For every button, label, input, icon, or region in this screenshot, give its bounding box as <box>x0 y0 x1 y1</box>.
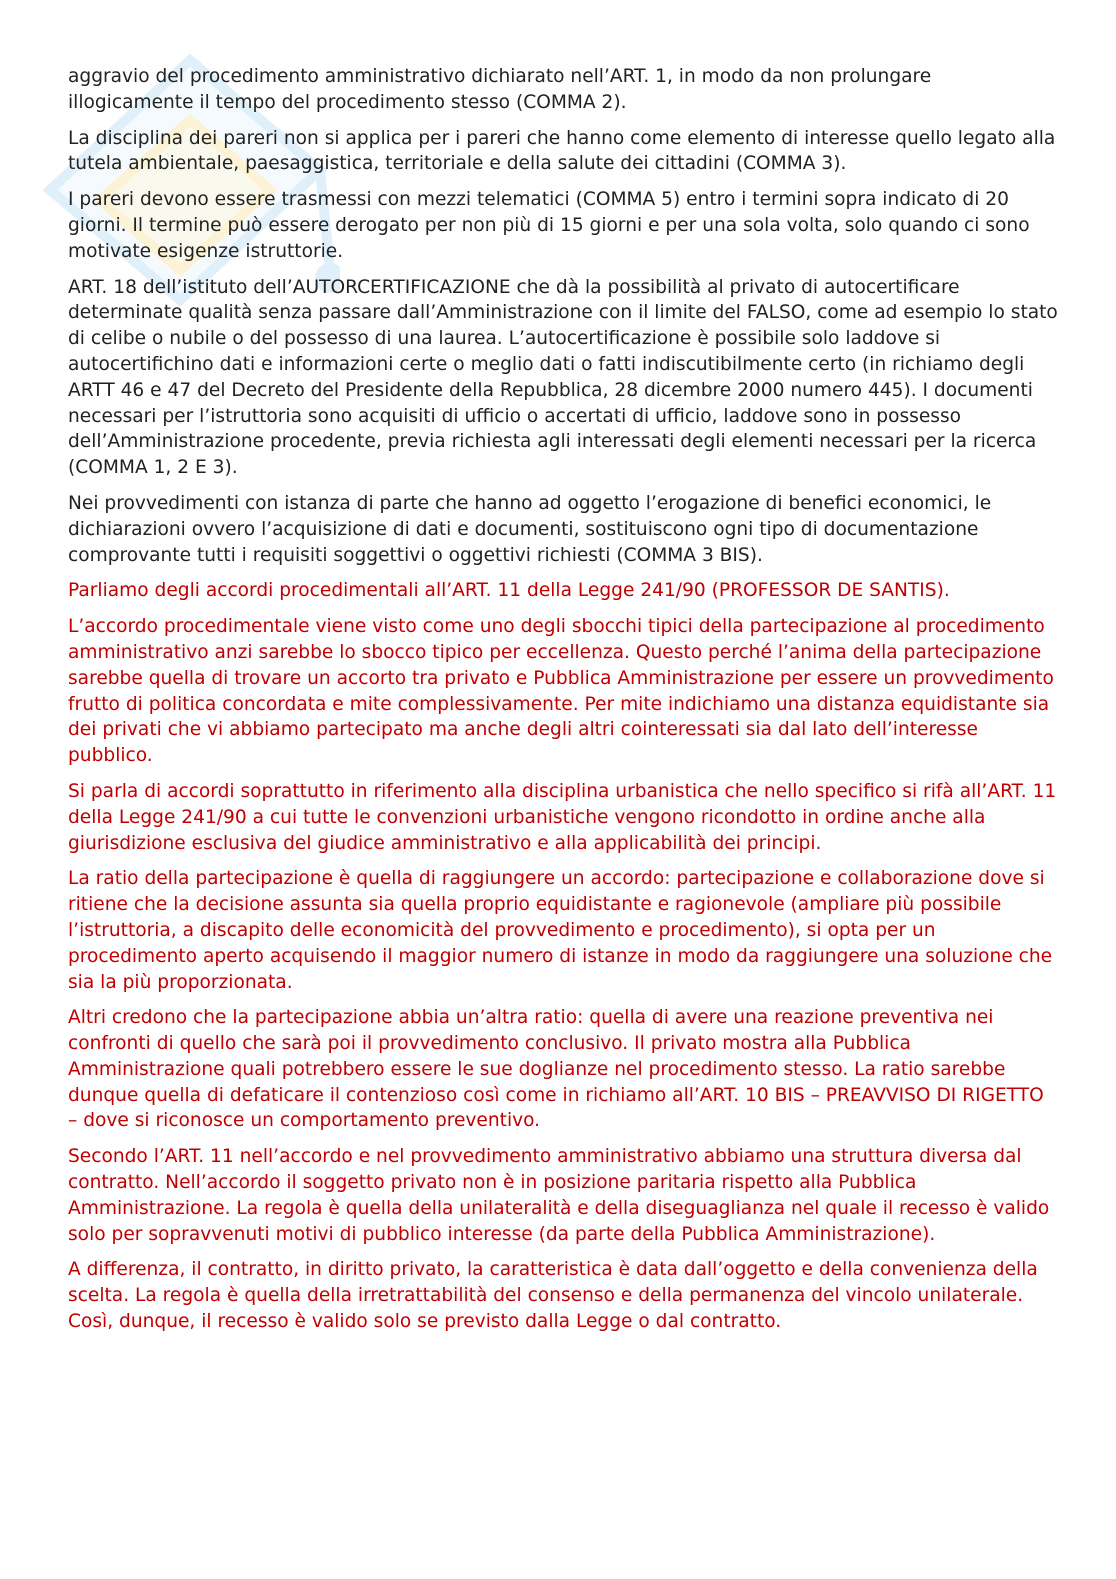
paragraph-7: L’accordo procedimentale viene visto come uno degli sbocchi tipici della partecipazione al procedimento amministrativo anzi sarebbe lo sbocco tipico per eccellenza. Questo perché l’anima della partecipazione sarebbe quella di trovare un accorto tra privato e Pubblica Amministrazione per essere un provvedimento frutto di politica concordata e mite complessivamente. Per mite indichiamo una distanza equidistante sia dei privati che vi abbiamo partecipato ma anche degli altri cointeressati sia dal lato dell’interesse pubblico. <box>68 616 1054 767</box>
paragraph-3: I pareri devono essere trasmessi con mezzi telematici (COMMA 5) entro i termini sopra indicato di 20 giorni. Il termine può essere derogato per non più di 15 giorni e per una sola volta, solo quando ci sono motivate esigenze istruttorie. <box>68 189 1030 262</box>
paragraph-6-heading: Parliamo degli accordi procedimentali all’ART. 11 della Legge 241/90 (PROFESSOR DE SANTIS). <box>68 580 950 602</box>
paragraph-2: La disciplina dei pareri non si applica per i pareri che hanno come elemento di interesse quello legato alla tutela ambientale, paesaggistica, territoriale e della salute dei cittadini (COMMA 3). <box>68 127 1056 175</box>
paragraph-4: ART. 18 dell’istituto dell’AUTORCERTIFICAZIONE che dà la possibilità al privato di autocertificare determinate qualità senza passare dall’Amministrazione con il limite del FALSO, come ad esempio lo stato di celibe o nubile o del possesso di una laurea. L’autocertificazione è possibile solo laddove si autocertifichino dati e informazioni certe o meglio dati o fatti indiscutibilmente certo (in richiamo degli ARTT 46 e 47 del Decreto del Presidente della Repubblica, 28 dicembre 2000 numero 445). I documenti necessari per l’istruttoria sono acquisiti di ufficio o accertati di ufficio, laddove sono in possesso dell’Amministrazione procedente, previa richiesta agli interessati degli elementi necessari per la ricerca (COMMA 1, 2 E 3). <box>68 276 1058 479</box>
paragraph-5: Nei provvedimenti con istanza di parte che hanno ad oggetto l’erogazione di benefici economici, le dichiarazioni ovvero l’acquisizione di dati e documenti, sostituiscono ogni tipo di documentazione comprovante tutti i requisiti soggettivi o oggettivi richiesti (COMMA 3 BIS). <box>68 492 992 566</box>
paragraph-1: aggravio del procedimento amministrativo dichiarato nell’ART. 1, in modo da non prolungare illogicamente il tempo del procedimento stesso (COMMA 2). <box>68 66 932 113</box>
paragraph-10: Altri credono che la partecipazione abbia un’altra ratio: quella di avere una reazione preventiva nei confronti di quello che sarà poi il provvedimento conclusivo. Il privato mostra alla Pubblica Amministrazione quali potrebbero essere le sue doglianze nel procedimento stesso. La ratio sarebbe dunque quella di defaticare il contenzioso così come in richiamo all’ART. 10 BIS – PREAVVISO DI RIGETTO – dove si riconosce un comportamento preventivo. <box>68 1007 1044 1132</box>
document-page <box>68 64 1058 1345</box>
paragraph-9: La ratio della partecipazione è quella di raggiungere un accordo: partecipazione e collaborazione dove si ritiene che la decisione assunta sia quella proprio equidistante e ragionevole (ampliare più possibile l’istruttoria, a discapito delle economicità del provvedimento e procedimento), si opta per un procedimento aperto acquisendo il maggior numero di istanze in modo da raggiungere una soluzione che sia la più proporzionata. <box>68 868 1053 993</box>
paragraph-8: Si parla di accordi soprattutto in riferimento alla disciplina urbanistica che nello specifico si rifà all’ART. 11 della Legge 241/90 a cui tutte le convenzioni urbanistiche vengono ricondotto in ordine anche alla giurisdizione esclusiva del giudice amministrativo e alla applicabilità dei principi. <box>68 780 1057 854</box>
paragraph-12: A differenza, il contratto, in diritto privato, la caratteristica è data dall’oggetto e della convenienza della scelta. La regola è quella della irretrattabilità del consenso e della permanenza del vincolo unilaterale. Così, dunque, il recesso è valido solo se previsto dalla Legge o dal contratto. <box>68 1259 1038 1333</box>
paragraph-11: Secondo l’ART. 11 nell’accordo e nel provvedimento amministrativo abbiamo una struttura diversa dal contratto. Nell’accordo il soggetto privato non è in posizione paritaria rispetto alla Pubblica Amministrazione. La regola è quella della unilateralità e della diseguaglianza nel quale il recesso è valido solo per sopravvenuti motivi di pubblico interesse (da parte della Pubblica Amministrazione). <box>68 1146 1050 1245</box>
